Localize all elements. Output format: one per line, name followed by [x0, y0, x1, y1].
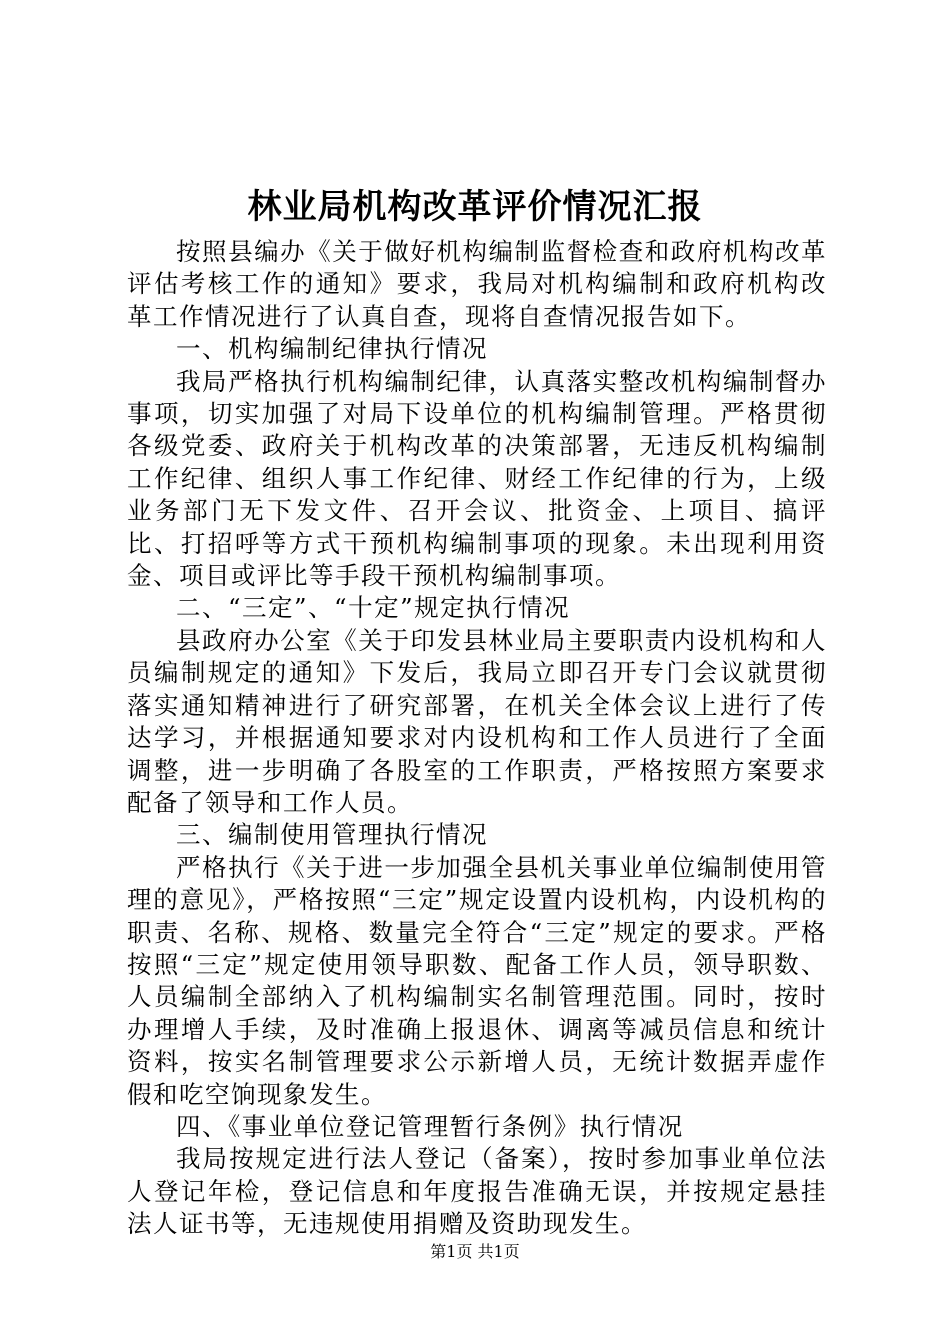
section-body-2: 县政府办公室《关于印发县林业局主要职责内设机构和人员编制规定的通知》下发后，我局立即召开专门会议就贯彻落实通知精神进行了研究部署，在机关全体会议上进行了传达学习，并根据通知要求对内设机构和工作人员进行了全面调整，进一步明确了各股室的工作职责，严格按照方案要求配备了领导和工作人员。	[127, 625, 827, 817]
section-heading-2: 二、“三定”、“十定”规定执行情况	[176, 593, 571, 623]
section-body-1: 我局严格执行机构编制纪律，认真落实整改机构编制督办事项，切实加强了对局下设单位的机构编制管理。严格贯彻各级党委、政府关于机构改革的决策部署，无违反机构编制工作纪律、组织人事工作纪律、财经工作纪律的行为，上级业务部门无下发文件、召开会议、批资金、上项目、搞评比、打招呼等方式干预机构编制事项的现象。未出现利用资金、项目或评比等手段干预机构编制事项。	[127, 366, 827, 591]
document-body	[127, 236, 827, 1241]
section-body-4: 我局按规定进行法人登记（备案），按时参加事业单位法人登记年检，登记信息和年度报告准确无误，并按规定悬挂法人证书等，无违规使用捐赠及资助现发生。	[127, 1144, 827, 1239]
section-heading-4: 四、《事业单位登记管理暂行条例》执行情况	[176, 1111, 684, 1141]
page-footer: 第1页 共1页	[430, 1242, 520, 1261]
document-title: 林业局机构改革评价情况汇报	[247, 187, 703, 227]
intro-paragraph: 按照县编办《关于做好机构编制监督检查和政府机构改革评估考核工作的通知》要求，我局对机构编制和政府机构改革工作情况进行了认真自查，现将自查情况报告如下。	[127, 237, 827, 331]
section-heading-1: 一、机构编制纪律执行情况	[176, 334, 488, 364]
section-body-3: 严格执行《关于进一步加强全县机关事业单位编制使用管理的意见》，严格按照“三定”规定设置内设机构，内设机构的职责、名称、规格、数量完全符合“三定”规定的要求。严格按照“三定”规定使用领导职数、配备工作人员，领导职数、人员编制全部纳入了机构编制实名制管理范围。同时，按时办理增人手续，及时准确上报退休、调离等减员信息和统计资料，按实名制管理要求公示新增人员，无统计数据弄虚作假和吃空饷现象发生。	[127, 852, 827, 1109]
section-heading-3: 三、编制使用管理执行情况	[176, 820, 488, 850]
